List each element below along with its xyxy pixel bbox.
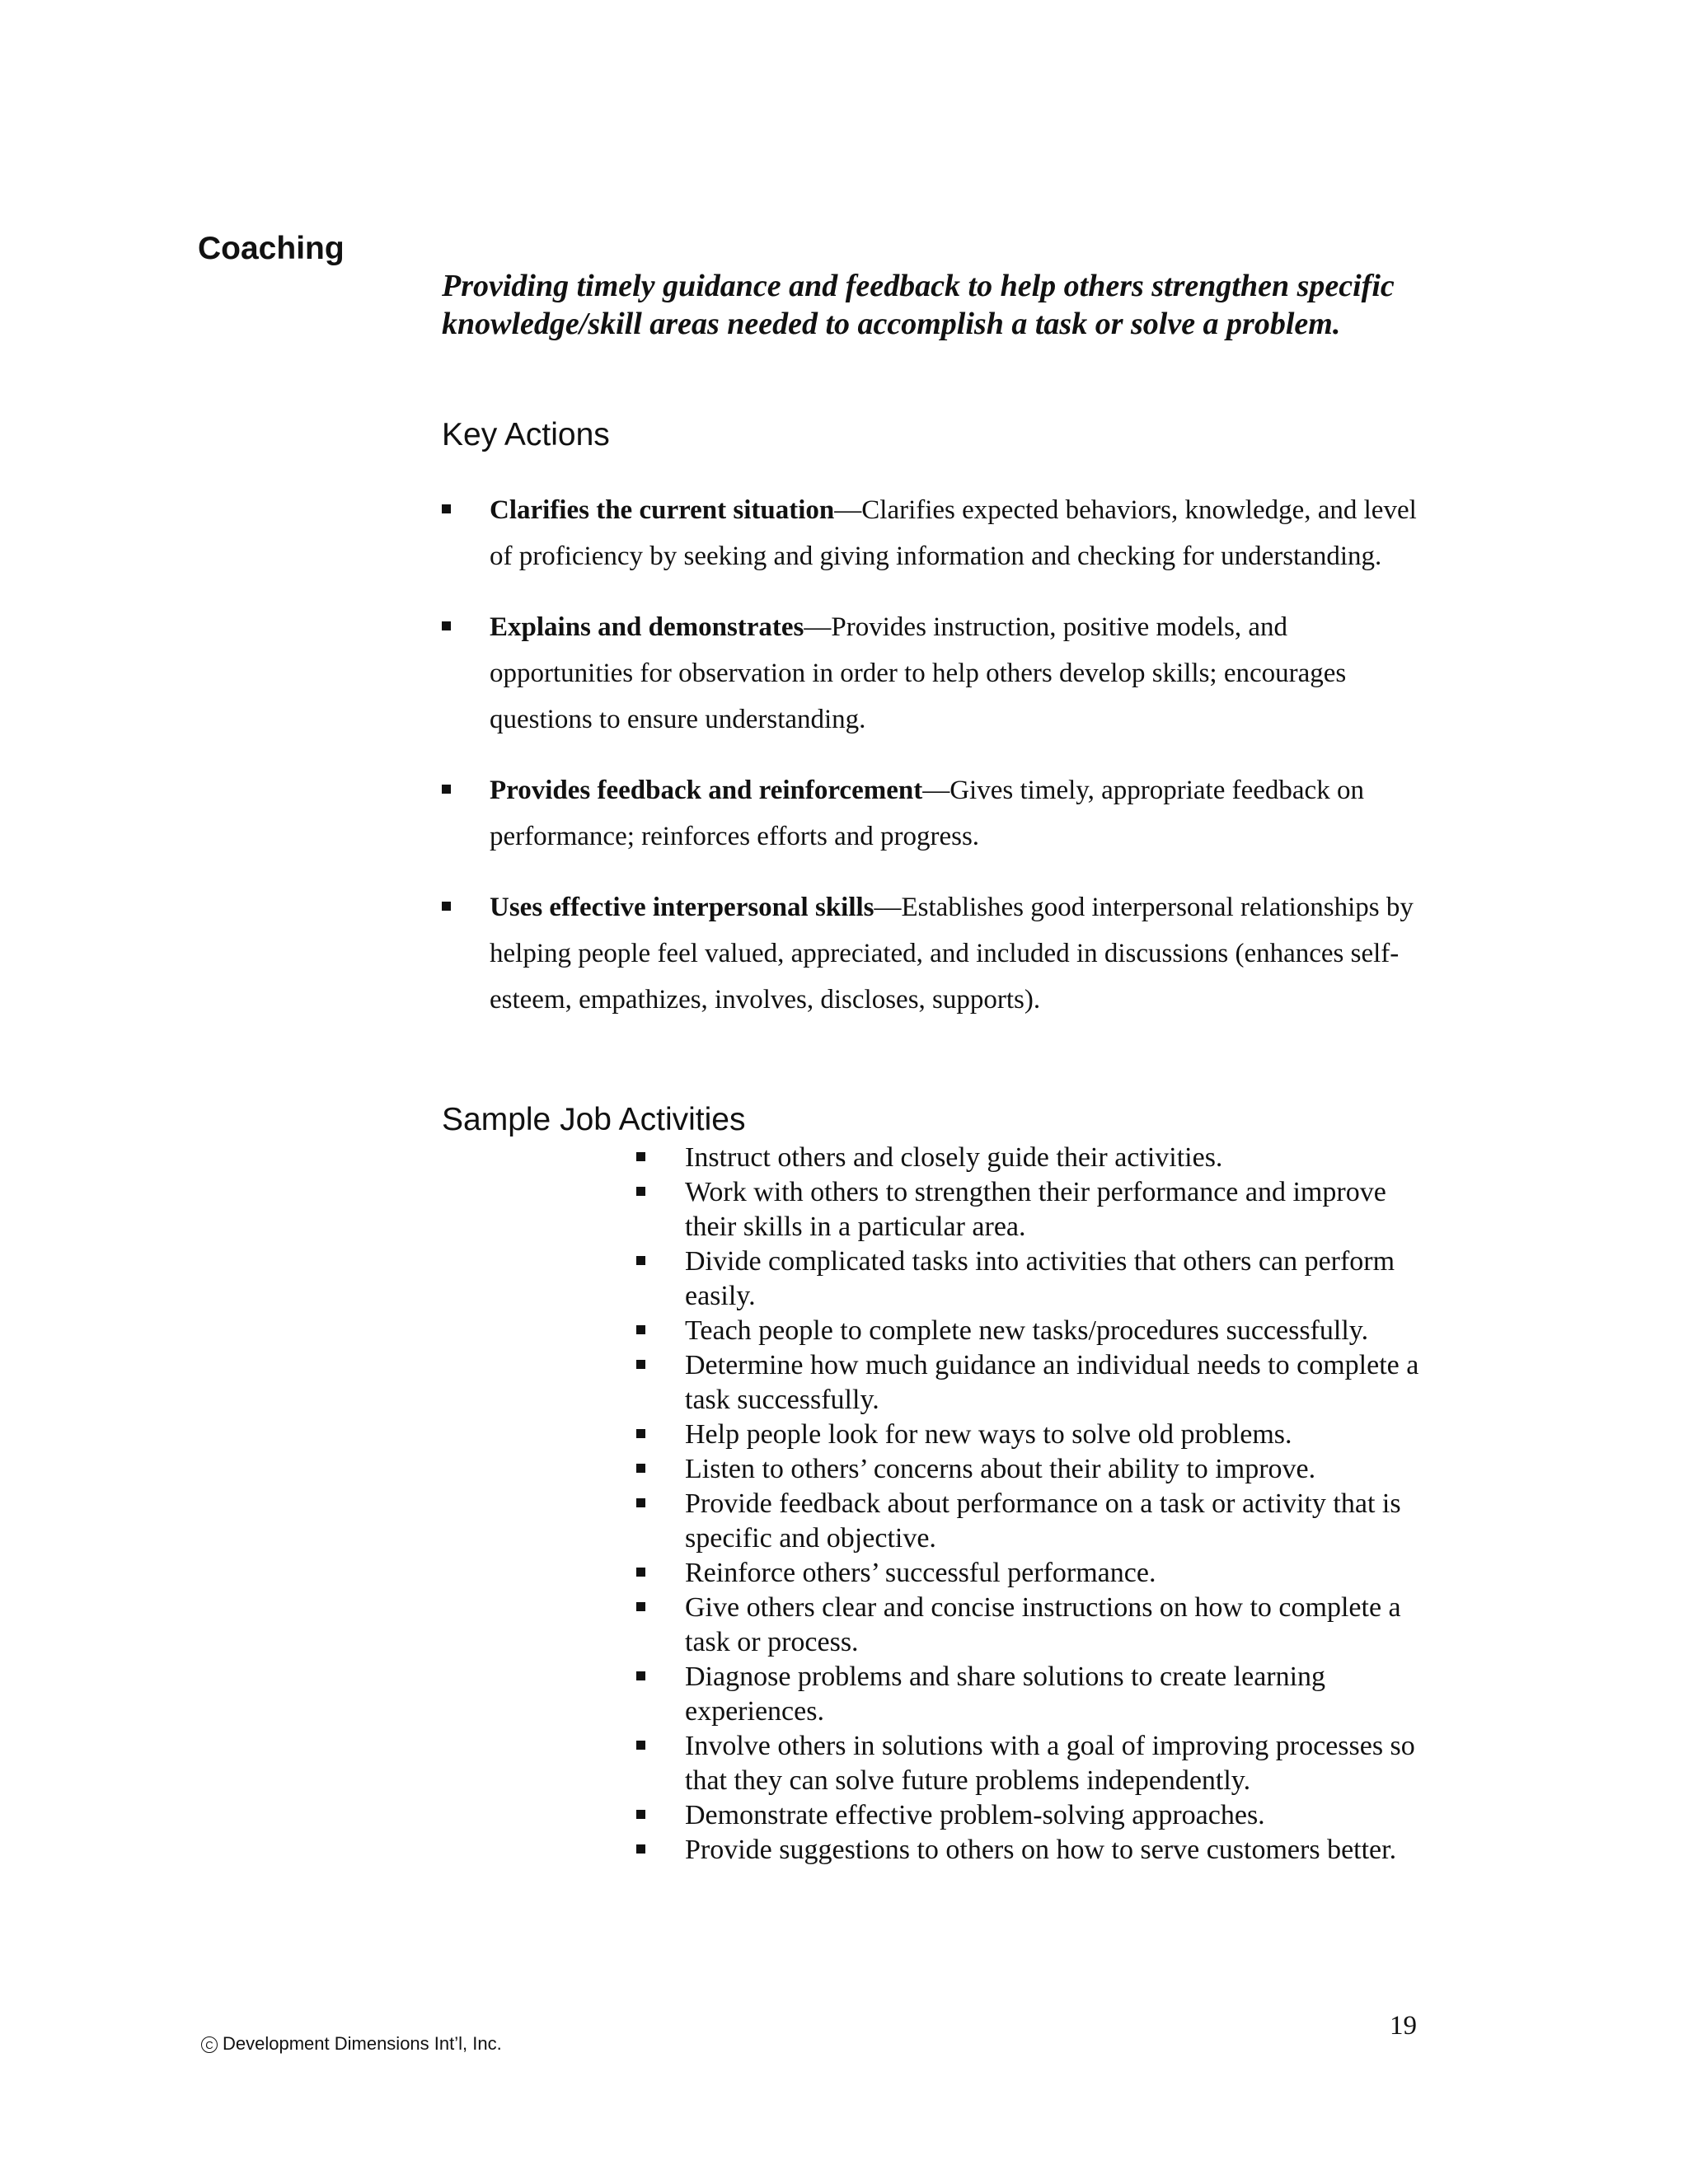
- square-bullet-icon: [442, 621, 451, 630]
- activity-text: Divide complicated tasks into activities that others can perform easily.: [685, 1246, 1395, 1311]
- activity-text: Provide suggestions to others on how to serve customers better.: [685, 1835, 1397, 1865]
- activity-text: Work with others to strengthen their performance and improve their skills in a particular area.: [685, 1177, 1386, 1242]
- key-action-item: [442, 487, 1431, 579]
- square-bullet-icon: [636, 1360, 645, 1369]
- activity-text: Reinforce others’ successful performance.: [685, 1558, 1156, 1588]
- square-bullet-icon: [636, 1741, 645, 1750]
- activity-text: Listen to others’ concerns about their ability to improve.: [685, 1454, 1316, 1484]
- activity-item: [636, 1556, 1444, 1591]
- square-bullet-icon: [636, 1464, 645, 1473]
- sample-activities-heading: Sample Job Activities: [442, 1102, 746, 1137]
- activity-text: Determine how much guidance an individual needs to complete a task successfully.: [685, 1350, 1419, 1415]
- activity-item: [636, 1729, 1444, 1798]
- page-number: 19: [1390, 2011, 1417, 2041]
- square-bullet-icon: [636, 1498, 645, 1507]
- key-action-lead: Uses effective interpersonal skills: [490, 893, 874, 922]
- key-action-text: —Establishes good interpersonal relationships by helping people feel valued, appreciated, and included in discussions (enhances self-esteem, empathizes, involves, discloses, supports).: [490, 893, 1414, 1015]
- copyright-icon: C: [201, 2036, 218, 2053]
- activity-item: [636, 1348, 1444, 1418]
- sample-activities-list: [636, 1141, 1444, 1868]
- activity-item: [636, 1314, 1444, 1348]
- key-action-text: —Gives timely, appropriate feedback on performance; reinforces efforts and progress.: [490, 776, 1364, 851]
- square-bullet-icon: [442, 785, 451, 794]
- copyright-notice: [201, 2033, 502, 2055]
- key-action-text: —Provides instruction, positive models, and opportunities for observation in order to help others develop skills; encourages questions to ensure understanding.: [490, 612, 1347, 734]
- key-action-item: [442, 884, 1431, 1023]
- activity-item: [636, 1591, 1444, 1660]
- activity-item: [636, 1141, 1444, 1175]
- activity-text: Provide feedback about performance on a task or activity that is specific and objective.: [685, 1488, 1401, 1554]
- key-action-text: —Clarifies expected behaviors, knowledge, and level of proficiency by seeking and giving information and checking for understanding.: [490, 495, 1417, 571]
- square-bullet-icon: [636, 1256, 645, 1265]
- activity-item: [636, 1418, 1444, 1452]
- square-bullet-icon: [636, 1671, 645, 1680]
- key-action-lead: Clarifies the current situation: [490, 495, 835, 525]
- activity-text: Involve others in solutions with a goal of improving processes so that they can solve future problems independently.: [685, 1731, 1415, 1796]
- key-actions-heading: Key Actions: [442, 417, 610, 452]
- activity-item: [636, 1175, 1444, 1244]
- activity-text: Instruct others and closely guide their activities.: [685, 1142, 1223, 1173]
- square-bullet-icon: [636, 1810, 645, 1819]
- page-title: Coaching: [198, 231, 345, 266]
- square-bullet-icon: [636, 1844, 645, 1854]
- key-action-lead: Explains and demonstrates: [490, 612, 804, 642]
- activity-item: [636, 1798, 1444, 1833]
- square-bullet-icon: [442, 504, 451, 513]
- activity-item: [636, 1452, 1444, 1487]
- key-action-item: [442, 767, 1431, 860]
- activity-item: [636, 1833, 1444, 1868]
- activity-text: Diagnose problems and share solutions to create learning experiences.: [685, 1661, 1326, 1727]
- activity-text: Give others clear and concise instructions on how to complete a task or process.: [685, 1592, 1401, 1657]
- square-bullet-icon: [636, 1429, 645, 1438]
- activity-item: [636, 1487, 1444, 1556]
- square-bullet-icon: [636, 1187, 645, 1196]
- square-bullet-icon: [636, 1602, 645, 1611]
- square-bullet-icon: [636, 1325, 645, 1334]
- square-bullet-icon: [442, 902, 451, 911]
- activity-text: Help people look for new ways to solve old problems.: [685, 1419, 1292, 1450]
- square-bullet-icon: [636, 1568, 645, 1577]
- square-bullet-icon: [636, 1152, 645, 1161]
- activity-item: [636, 1244, 1444, 1314]
- competency-definition: Providing timely guidance and feedback to help others strengthen specific knowledge/skill areas needed to accomplish a task or solve a problem.: [442, 269, 1395, 341]
- key-action-lead: Provides feedback and reinforcement: [490, 776, 923, 805]
- key-actions-list: [442, 487, 1431, 1047]
- activity-text: Teach people to complete new tasks/procedures successfully.: [685, 1315, 1369, 1346]
- key-action-item: [442, 604, 1431, 743]
- activity-text: Demonstrate effective problem-solving approaches.: [685, 1800, 1265, 1830]
- copyright-text: Development Dimensions Int’l, Inc.: [223, 2033, 502, 2054]
- activity-item: [636, 1660, 1444, 1729]
